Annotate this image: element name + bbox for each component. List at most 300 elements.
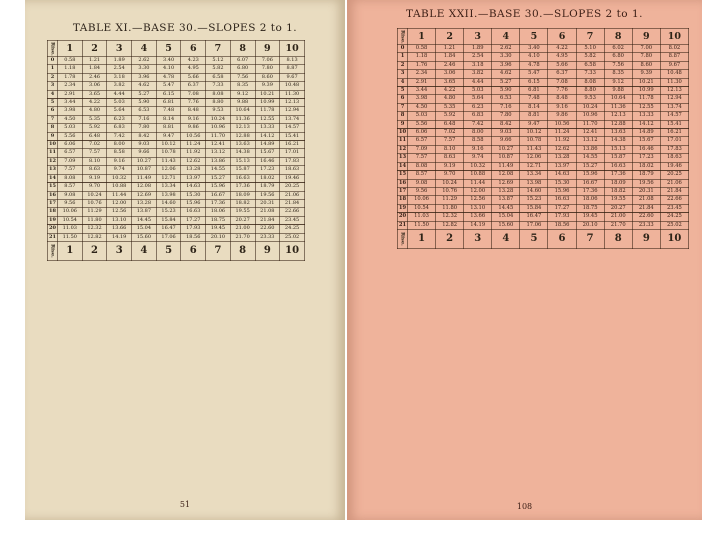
table-row bbox=[398, 53, 689, 61]
table-cell: 7.08 bbox=[548, 78, 576, 86]
rise-cell: 21 bbox=[49, 233, 56, 240]
table-cell: 7.09 bbox=[408, 145, 436, 153]
table-cell: 10.27 bbox=[492, 145, 520, 153]
right-column-header: 5 bbox=[520, 229, 548, 248]
table-cell: 9.53 bbox=[206, 107, 231, 115]
rise-cell: 13 bbox=[398, 154, 407, 161]
table-cell: 13.33 bbox=[632, 112, 660, 120]
left-column-header: 9 bbox=[255, 41, 280, 57]
table-cell: 16.63 bbox=[548, 196, 576, 204]
right-column-header: 10 bbox=[660, 229, 688, 248]
table-cell: 16.63 bbox=[181, 208, 206, 216]
table-cell: 5.27 bbox=[492, 78, 520, 86]
table-cell: 5.35 bbox=[436, 103, 464, 111]
table-cell: 9.03 bbox=[492, 129, 520, 137]
table-cell: 10.64 bbox=[230, 107, 255, 115]
table-cell: 8.35 bbox=[230, 82, 255, 90]
rise-cell: 10 bbox=[398, 129, 407, 136]
table-cell: 4.62 bbox=[132, 82, 157, 90]
rise-cell: 19 bbox=[398, 204, 407, 211]
table-cell: 5.03 bbox=[464, 87, 492, 95]
table-cell: 12.56 bbox=[464, 196, 492, 204]
table-cell: 11.78 bbox=[255, 107, 280, 115]
table-cell: 8.57 bbox=[408, 171, 436, 179]
table-cell: 8.80 bbox=[576, 87, 604, 95]
table-cell: 5.90 bbox=[492, 87, 520, 95]
table-cell: 19.56 bbox=[632, 179, 660, 187]
right-column-header: 2 bbox=[436, 29, 464, 45]
rise-cell: 17 bbox=[398, 187, 407, 194]
table-cell: 4.95 bbox=[548, 53, 576, 61]
table-cell: 21.06 bbox=[280, 191, 305, 199]
table-cell: 10.24 bbox=[436, 179, 464, 187]
table-row bbox=[48, 191, 305, 199]
table-cell: 9.53 bbox=[576, 95, 604, 103]
table-cell: 9.66 bbox=[132, 149, 157, 157]
table-cell: 17.83 bbox=[280, 157, 305, 165]
left-column-header: 10 bbox=[280, 241, 305, 260]
table-cell: 19.56 bbox=[255, 191, 280, 199]
table-cell: 21.06 bbox=[660, 179, 688, 187]
table-cell: 3.44 bbox=[408, 87, 436, 95]
rise-cell: 3 bbox=[398, 70, 408, 78]
right-column-header: 5 bbox=[520, 29, 548, 45]
table-cell: 13.66 bbox=[107, 225, 132, 233]
table-cell: 3.65 bbox=[82, 90, 107, 98]
table-cell: 10.88 bbox=[107, 183, 132, 191]
table-cell: 20.27 bbox=[230, 216, 255, 224]
rise-cell: 0 bbox=[48, 57, 58, 65]
table-cell: 13.28 bbox=[548, 154, 576, 162]
table-cell: 11.92 bbox=[181, 149, 206, 157]
table-cell: 7.02 bbox=[436, 129, 464, 137]
table-cell: 7.02 bbox=[82, 141, 107, 149]
right-column-header: 4 bbox=[492, 29, 520, 45]
table-cell: 13.74 bbox=[660, 103, 688, 111]
table-cell: 4.78 bbox=[520, 61, 548, 69]
table-row bbox=[48, 225, 305, 233]
left-column-header: 6 bbox=[181, 41, 206, 57]
table-cell: 9.47 bbox=[520, 120, 548, 128]
table-cell: 8.81 bbox=[520, 112, 548, 120]
table-cell: 5.66 bbox=[548, 61, 576, 69]
table-cell: 23.33 bbox=[255, 233, 280, 241]
table-cell: 20.10 bbox=[206, 233, 231, 241]
table-row bbox=[398, 196, 689, 204]
table-row bbox=[48, 99, 305, 107]
table-cell: 20.25 bbox=[280, 183, 305, 191]
table-row bbox=[48, 57, 305, 65]
table-cell: 1.89 bbox=[464, 45, 492, 53]
table-cell: 16.21 bbox=[660, 129, 688, 137]
left-column-header: 5 bbox=[156, 41, 181, 57]
table-cell: 13.97 bbox=[181, 174, 206, 182]
table-cell: 1.18 bbox=[58, 65, 83, 73]
table-cell: 17.06 bbox=[156, 233, 181, 241]
table-cell: 1.21 bbox=[82, 57, 107, 65]
table-cell: 12.41 bbox=[206, 141, 231, 149]
table-row bbox=[48, 216, 305, 224]
table-cell: 4.22 bbox=[436, 87, 464, 95]
rise-cell: 19 bbox=[49, 216, 56, 223]
table-cell: 12.41 bbox=[576, 129, 604, 137]
table-cell: 13.34 bbox=[156, 183, 181, 191]
table-cell: 9.16 bbox=[548, 103, 576, 111]
left-column-header: 8 bbox=[230, 241, 255, 260]
left-column-header: 6 bbox=[181, 241, 206, 260]
table-cell: 12.94 bbox=[280, 107, 305, 115]
table-cell: 6.37 bbox=[548, 70, 576, 78]
table-cell: 6.48 bbox=[436, 120, 464, 128]
table-cell: 8.08 bbox=[408, 162, 436, 170]
table-cell: 12.82 bbox=[82, 233, 107, 241]
table-cell: 7.80 bbox=[632, 53, 660, 61]
table-cell: 4.80 bbox=[436, 95, 464, 103]
table-cell: 9.08 bbox=[58, 191, 83, 199]
table-cell: 12.71 bbox=[520, 162, 548, 170]
table-cell: 17.27 bbox=[548, 204, 576, 212]
table-row bbox=[398, 129, 689, 137]
table-cell: 2.62 bbox=[132, 57, 157, 65]
left-table-body bbox=[48, 57, 305, 242]
right-table-body bbox=[398, 45, 689, 230]
table-cell: 1.21 bbox=[436, 45, 464, 53]
table-cell: 22.66 bbox=[660, 196, 688, 204]
table-cell: 5.47 bbox=[156, 82, 181, 90]
table-cell: 7.42 bbox=[107, 132, 132, 140]
table-cell: 6.23 bbox=[464, 103, 492, 111]
rise-cell: 0 bbox=[398, 45, 408, 53]
table-cell: 15.87 bbox=[230, 166, 255, 174]
left-rise-header: Rise. bbox=[49, 41, 56, 56]
table-cell: 16.46 bbox=[632, 145, 660, 153]
table-cell: 8.35 bbox=[604, 70, 632, 78]
table-cell: 13.63 bbox=[230, 141, 255, 149]
table-cell: 10.06 bbox=[408, 196, 436, 204]
table-cell: 15.96 bbox=[206, 183, 231, 191]
table-cell: 6.80 bbox=[230, 65, 255, 73]
table-cell: 11.70 bbox=[576, 120, 604, 128]
table-cell: 5.64 bbox=[464, 95, 492, 103]
table-cell: 21.84 bbox=[632, 204, 660, 212]
table-cell: 18.09 bbox=[230, 191, 255, 199]
table-row bbox=[398, 204, 689, 212]
table-cell: 5.90 bbox=[132, 99, 157, 107]
table-cell: 7.57 bbox=[408, 154, 436, 162]
table-cell: 14.63 bbox=[548, 171, 576, 179]
table-cell: 17.36 bbox=[604, 171, 632, 179]
table-cell: 8.63 bbox=[436, 154, 464, 162]
table-cell: 7.16 bbox=[132, 115, 157, 123]
table-cell: 3.96 bbox=[132, 73, 157, 81]
table-cell: 8.48 bbox=[181, 107, 206, 115]
table-cell: 6.06 bbox=[58, 141, 83, 149]
rise-cell: 8 bbox=[398, 112, 408, 120]
left-column-header: 9 bbox=[255, 241, 280, 260]
table-cell: 4.22 bbox=[548, 45, 576, 53]
table-cell: 12.32 bbox=[436, 213, 464, 221]
table-cell: 21.70 bbox=[230, 233, 255, 241]
table-cell: 15.30 bbox=[181, 191, 206, 199]
table-cell: 7.56 bbox=[604, 61, 632, 69]
table-cell: 17.36 bbox=[206, 199, 231, 207]
table-cell: 18.56 bbox=[181, 233, 206, 241]
table-row bbox=[48, 90, 305, 98]
rise-cell: 16 bbox=[398, 179, 407, 186]
table-cell: 12.56 bbox=[107, 208, 132, 216]
table-cell: 17.01 bbox=[660, 137, 688, 145]
table-cell: 13.87 bbox=[492, 196, 520, 204]
table-cell: 3.40 bbox=[520, 45, 548, 53]
rise-cell: 12 bbox=[398, 145, 407, 152]
table-row bbox=[48, 73, 305, 81]
table-cell: 3.82 bbox=[107, 82, 132, 90]
table-cell: 7.80 bbox=[492, 112, 520, 120]
table-cell: 13.87 bbox=[132, 208, 157, 216]
table-cell: 3.30 bbox=[492, 53, 520, 61]
table-row bbox=[48, 208, 305, 216]
right-column-header: 4 bbox=[492, 229, 520, 248]
table-cell: 6.37 bbox=[181, 82, 206, 90]
table-cell: 15.67 bbox=[255, 149, 280, 157]
table-cell: 13.12 bbox=[206, 149, 231, 157]
table-cell: 11.44 bbox=[107, 191, 132, 199]
table-cell: 17.36 bbox=[576, 187, 604, 195]
table-cell: 13.86 bbox=[206, 157, 231, 165]
table-cell: 14.57 bbox=[280, 124, 305, 132]
table-cell: 20.27 bbox=[604, 204, 632, 212]
table-cell: 7.08 bbox=[181, 90, 206, 98]
table-row bbox=[398, 95, 689, 103]
table-cell: 14.89 bbox=[255, 141, 280, 149]
table-cell: 19.46 bbox=[280, 174, 305, 182]
table-cell: 11.50 bbox=[408, 221, 436, 229]
table-cell: 18.02 bbox=[255, 174, 280, 182]
table-row bbox=[48, 199, 305, 207]
table-cell: 15.04 bbox=[492, 213, 520, 221]
right-footer-row bbox=[398, 229, 689, 248]
table-row bbox=[398, 137, 689, 145]
table-cell: 15.13 bbox=[230, 157, 255, 165]
table-cell: 10.32 bbox=[464, 162, 492, 170]
table-cell: 10.06 bbox=[58, 208, 83, 216]
table-cell: 6.53 bbox=[492, 95, 520, 103]
table-cell: 16.47 bbox=[520, 213, 548, 221]
table-cell: 2.54 bbox=[107, 65, 132, 73]
table-cell: 4.78 bbox=[156, 73, 181, 81]
table-cell: 25.02 bbox=[660, 221, 688, 229]
rise-cell: 7 bbox=[398, 103, 408, 111]
table-cell: 15.23 bbox=[156, 208, 181, 216]
table-cell: 18.79 bbox=[632, 171, 660, 179]
rise-cell: 1 bbox=[48, 65, 58, 73]
table-cell: 6.57 bbox=[58, 149, 83, 157]
table-cell: 18.06 bbox=[206, 208, 231, 216]
table-cell: 14.12 bbox=[255, 132, 280, 140]
table-cell: 15.96 bbox=[548, 187, 576, 195]
right-column-header: 7 bbox=[576, 29, 604, 45]
right-column-header: 8 bbox=[604, 229, 632, 248]
table-row bbox=[398, 171, 689, 179]
table-cell: 14.55 bbox=[206, 166, 231, 174]
table-row bbox=[398, 61, 689, 69]
table-cell: 10.32 bbox=[107, 174, 132, 182]
table-cell: 8.14 bbox=[156, 115, 181, 123]
table-cell: 2.34 bbox=[58, 82, 83, 90]
right-table-title: TABLE XXII.—BASE 30.—SLOPES 2 to 1. bbox=[406, 8, 643, 20]
table-cell: 11.30 bbox=[660, 78, 688, 86]
left-table-title: TABLE XI.—BASE 30.—SLOPES 2 to 1. bbox=[72, 22, 298, 34]
table-cell: 7.57 bbox=[58, 166, 83, 174]
table-cell: 13.34 bbox=[520, 171, 548, 179]
table-cell: 20.10 bbox=[576, 221, 604, 229]
table-row bbox=[48, 166, 305, 174]
table-row bbox=[398, 103, 689, 111]
table-cell: 16.63 bbox=[230, 174, 255, 182]
rise-cell: 20 bbox=[398, 213, 407, 220]
rise-cell: 8 bbox=[48, 124, 58, 132]
table-cell: 8.60 bbox=[255, 73, 280, 81]
table-cell: 10.21 bbox=[255, 90, 280, 98]
table-cell: 3.18 bbox=[464, 61, 492, 69]
left-book-page bbox=[25, 0, 345, 520]
rise-cell: 14 bbox=[398, 162, 407, 169]
table-cell: 10.48 bbox=[280, 82, 305, 90]
table-row bbox=[398, 112, 689, 120]
table-cell: 18.75 bbox=[206, 216, 231, 224]
table-cell: 25.02 bbox=[280, 233, 305, 241]
table-cell: 14.55 bbox=[576, 154, 604, 162]
table-cell: 15.41 bbox=[660, 120, 688, 128]
rise-cell: 4 bbox=[398, 78, 408, 86]
table-cell: 11.49 bbox=[132, 174, 157, 182]
left-rise-header: Rise. bbox=[48, 241, 58, 260]
table-cell: 8.10 bbox=[82, 157, 107, 165]
table-cell: 3.98 bbox=[408, 95, 436, 103]
table-cell: 5.92 bbox=[436, 112, 464, 120]
right-book-page bbox=[347, 0, 702, 520]
table-cell: 9.88 bbox=[230, 99, 255, 107]
table-cell: 6.83 bbox=[464, 112, 492, 120]
left-page-number: 51 bbox=[179, 500, 191, 509]
table-cell: 10.56 bbox=[181, 132, 206, 140]
table-cell: 5.27 bbox=[132, 90, 157, 98]
table-row bbox=[398, 78, 689, 86]
table-cell: 18.63 bbox=[280, 166, 305, 174]
table-cell: 11.70 bbox=[206, 132, 231, 140]
table-cell: 13.12 bbox=[576, 137, 604, 145]
table-cell: 6.02 bbox=[604, 45, 632, 53]
table-cell: 21.08 bbox=[255, 208, 280, 216]
table-cell: 8.02 bbox=[660, 45, 688, 53]
table-cell: 17.36 bbox=[230, 183, 255, 191]
table-cell: 16.47 bbox=[156, 225, 181, 233]
table-cell: 5.03 bbox=[408, 112, 436, 120]
table-cell: 14.45 bbox=[132, 216, 157, 224]
table-cell: 10.48 bbox=[660, 70, 688, 78]
rise-cell: 9 bbox=[398, 120, 408, 128]
table-cell: 22.66 bbox=[280, 208, 305, 216]
table-cell: 13.28 bbox=[132, 199, 157, 207]
table-cell: 13.98 bbox=[520, 179, 548, 187]
table-cell: 9.88 bbox=[604, 87, 632, 95]
table-cell: 8.58 bbox=[107, 149, 132, 157]
table-cell: 1.18 bbox=[408, 53, 436, 61]
table-cell: 0.58 bbox=[58, 57, 83, 65]
table-cell: 15.13 bbox=[604, 145, 632, 153]
rise-cell: 4 bbox=[48, 90, 58, 98]
table-cell: 6.58 bbox=[206, 73, 231, 81]
table-cell: 9.12 bbox=[230, 90, 255, 98]
table-cell: 6.81 bbox=[520, 87, 548, 95]
table-cell: 14.12 bbox=[632, 120, 660, 128]
table-cell: 5.92 bbox=[82, 124, 107, 132]
table-cell: 15.23 bbox=[520, 196, 548, 204]
table-cell: 7.80 bbox=[132, 124, 157, 132]
table-cell: 11.43 bbox=[156, 157, 181, 165]
table-cell: 15.84 bbox=[520, 204, 548, 212]
table-cell: 19.55 bbox=[230, 208, 255, 216]
table-cell: 3.40 bbox=[156, 57, 181, 65]
table-cell: 10.54 bbox=[58, 216, 83, 224]
table-cell: 3.06 bbox=[82, 82, 107, 90]
table-cell: 12.88 bbox=[230, 132, 255, 140]
table-cell: 19.45 bbox=[576, 213, 604, 221]
table-cell: 1.76 bbox=[408, 61, 436, 69]
table-cell: 6.83 bbox=[107, 124, 132, 132]
table-cell: 7.76 bbox=[181, 99, 206, 107]
table-cell: 10.87 bbox=[492, 154, 520, 162]
table-cell: 7.57 bbox=[436, 137, 464, 145]
table-cell: 8.08 bbox=[58, 174, 83, 182]
table-cell: 6.80 bbox=[604, 53, 632, 61]
table-row bbox=[48, 65, 305, 73]
table-cell: 7.80 bbox=[255, 65, 280, 73]
left-column-header: 2 bbox=[82, 41, 107, 57]
table-cell: 6.48 bbox=[82, 132, 107, 140]
rise-cell: 5 bbox=[398, 87, 408, 95]
table-cell: 13.66 bbox=[464, 213, 492, 221]
table-cell: 19.45 bbox=[206, 225, 231, 233]
table-cell: 6.23 bbox=[107, 115, 132, 123]
table-cell: 4.80 bbox=[82, 107, 107, 115]
right-column-header: 7 bbox=[576, 229, 604, 248]
table-cell: 14.38 bbox=[604, 137, 632, 145]
table-cell: 12.62 bbox=[548, 145, 576, 153]
table-cell: 5.35 bbox=[82, 115, 107, 123]
table-cell: 12.00 bbox=[107, 199, 132, 207]
table-cell: 8.60 bbox=[632, 61, 660, 69]
table-cell: 15.60 bbox=[132, 233, 157, 241]
table-row bbox=[48, 107, 305, 115]
table-cell: 12.71 bbox=[156, 174, 181, 182]
table-cell: 11.29 bbox=[82, 208, 107, 216]
table-cell: 18.79 bbox=[255, 183, 280, 191]
table-cell: 1.84 bbox=[82, 65, 107, 73]
table-cell: 18.82 bbox=[604, 187, 632, 195]
table-cell: 14.57 bbox=[660, 112, 688, 120]
table-cell: 10.24 bbox=[82, 191, 107, 199]
table-cell: 1.89 bbox=[107, 57, 132, 65]
table-cell: 4.62 bbox=[492, 70, 520, 78]
table-cell: 9.86 bbox=[181, 124, 206, 132]
table-cell: 11.24 bbox=[548, 129, 576, 137]
table-row bbox=[398, 87, 689, 95]
table-cell: 10.27 bbox=[132, 157, 157, 165]
table-cell: 5.82 bbox=[206, 65, 231, 73]
table-row bbox=[48, 157, 305, 165]
table-cell: 12.13 bbox=[280, 99, 305, 107]
